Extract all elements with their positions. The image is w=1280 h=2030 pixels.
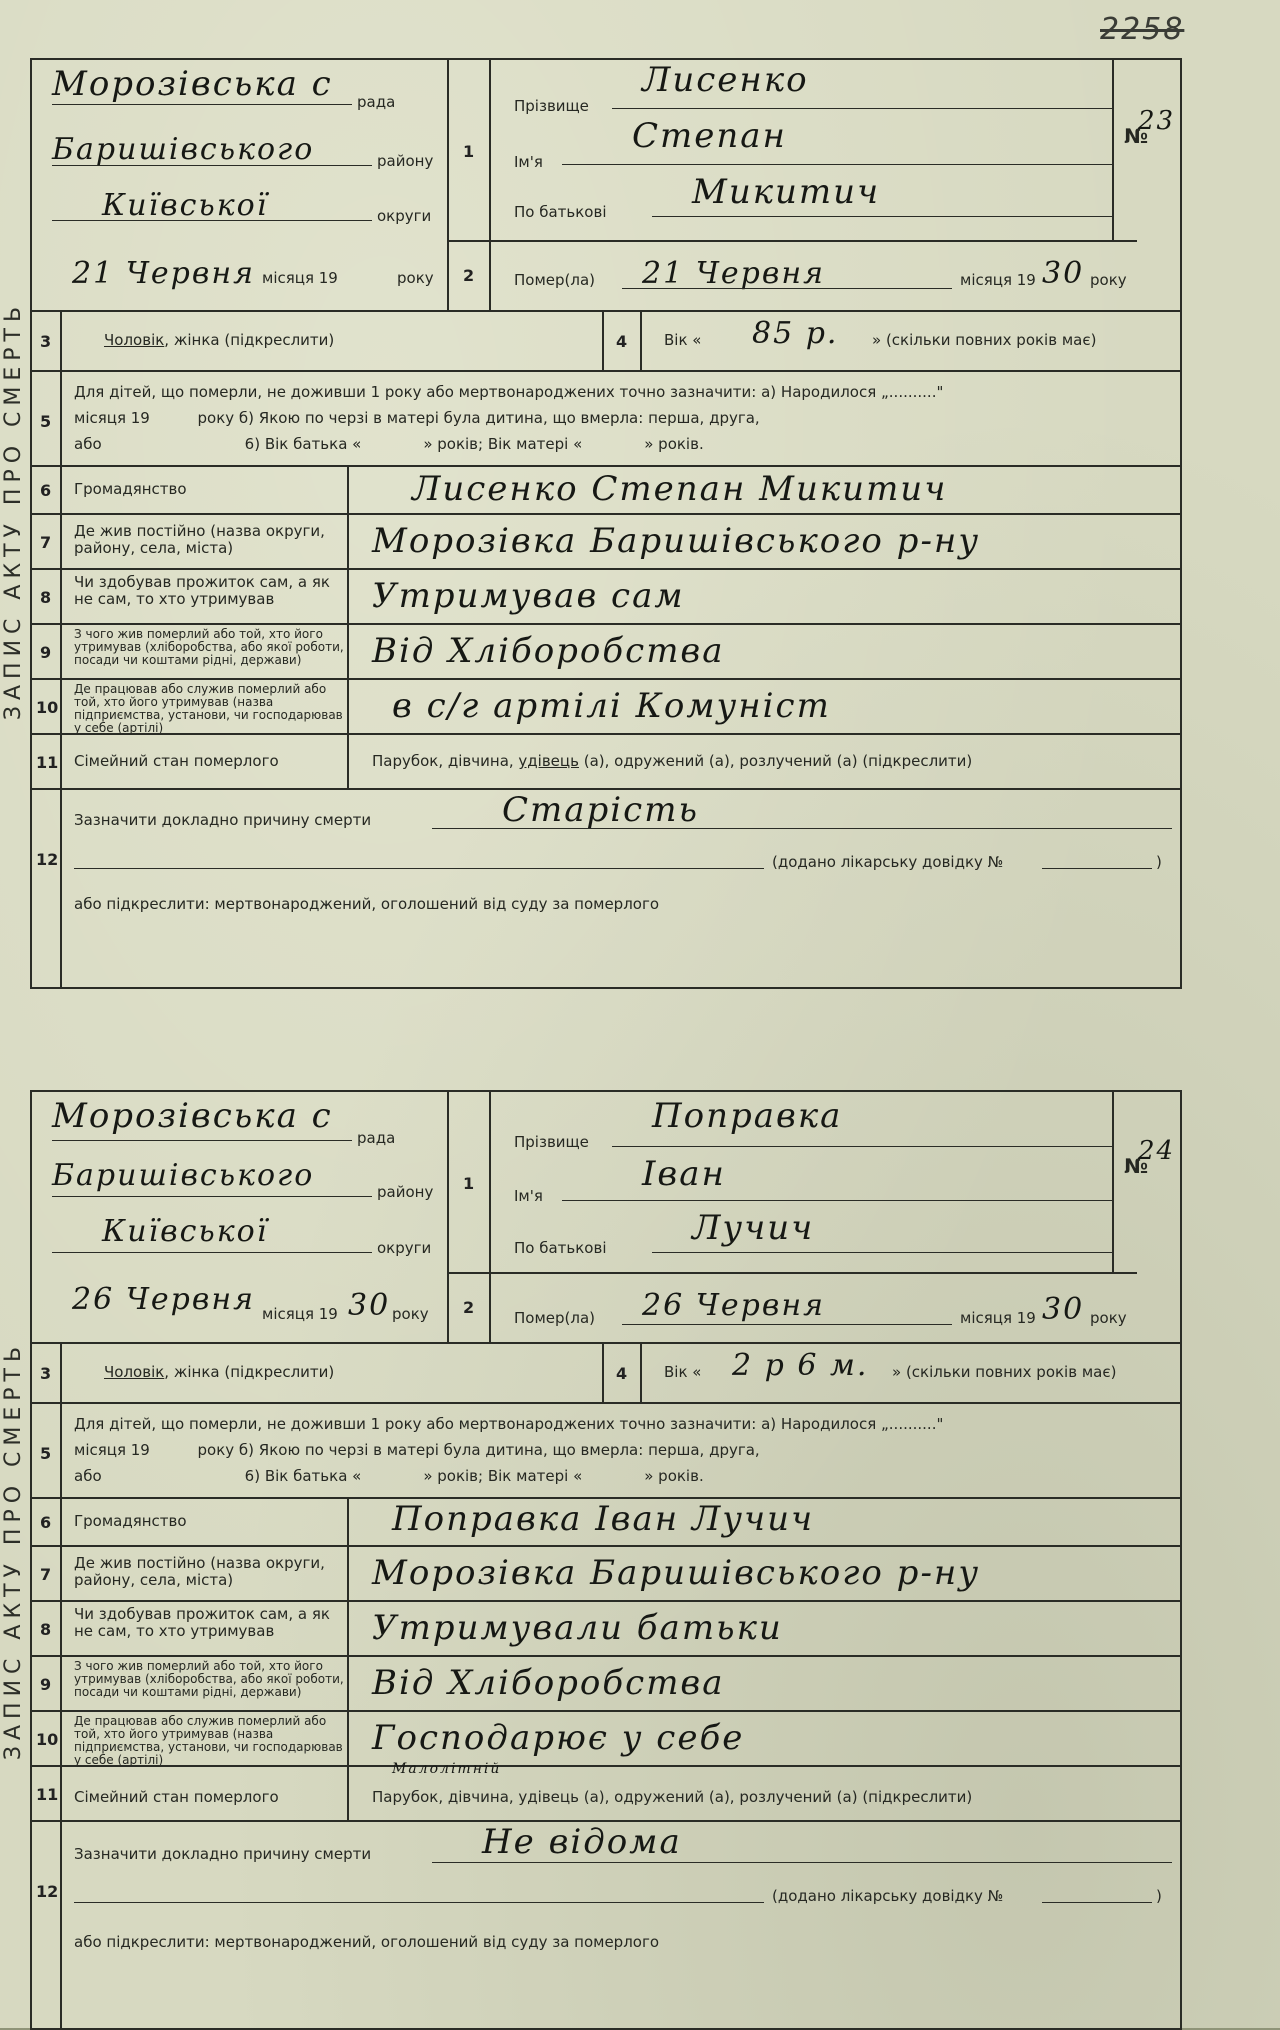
record-2-number: 24 — [1138, 1136, 1176, 1166]
record-1-row-5: 5 Для дітей, що померли, не доживши 1 року або мертвонароджених точно зазначити: а) Народилося „.........." місяця 19 року б) Якою по черзі в матері була дитина, що вмерла: перша, друга, або 6) Вік батька « » років; Вік матері « » років. — [32, 370, 1180, 467]
record-1-row-11: 11 Сімейний стан померлого Парубок, дівчина, удівець (а), одружений (а), розлучений (а) (підкреслити) — [32, 733, 1180, 790]
record-2-raion-value: Баришівського — [52, 1158, 315, 1193]
record-2-row-3: 3 Чоловік, жінка (підкреслити) 4 Вік « 2 р 6 м. » (скільки повних років має) — [32, 1342, 1180, 1404]
record-1-row-9: 9 З чого жив померлий або той, хто його утримував (хліборобства, або якої роботи, посади чи коштами рідні, держави) Від Хліборобства — [32, 623, 1180, 680]
record-1-citizenship: Лисенко Степан Микитич — [412, 469, 948, 509]
record-1-rada-value: Морозівська с — [52, 64, 333, 104]
livelihood-label: Чи здобував прожиток сам, а як не сам, то хто утримував — [74, 573, 330, 608]
record-2-patronymic: Лучич — [692, 1208, 815, 1248]
raion-label: району — [377, 152, 434, 170]
death-month-label: місяця 19 — [960, 271, 1036, 289]
record-2-reg-date: 26 Червня — [72, 1282, 255, 1317]
record-2-row-6: 6 Громадянство Поправка Іван Лучич — [32, 1497, 1180, 1547]
name-label: Ім'я — [514, 153, 543, 171]
gender-label: Чоловік, жінка (підкреслити) — [104, 331, 335, 349]
stillborn-label: або підкреслити: мертвонароджений, оголошений від суду за померлого — [74, 895, 660, 913]
record-2-age: 2 р 6 м. — [732, 1348, 869, 1383]
record-2-workplace: Господарює у себе — [372, 1718, 745, 1758]
record-1-okrug-value: Київської — [102, 188, 269, 223]
record-2-header: Морозівська с рада Баришівського району Київської округи 26 Червня місяця 19 30 року 1 2 Прізвище Поправка Ім'я Іван По батькові Лучич Помер(ла) 26 Червня місяця 19 30 року № 24 — [32, 1092, 1180, 1342]
source-label: З чого жив померлий або той, хто його утримував (хліборобства, або якої роботи, посади чи коштами рідні, держави) — [74, 627, 344, 667]
spine-label-1: ЗАПИС АКТУ ПРО СМЕРТЬ — [1, 300, 27, 720]
children-line-3: або 6) Вік батька « » років; Вік матері « » років. — [74, 435, 704, 453]
citizenship-label: Громадянство — [74, 480, 187, 498]
age-label: Вік « — [664, 331, 702, 349]
okrug-label: округи — [377, 207, 432, 225]
record-1-age: 85 р. — [752, 316, 839, 351]
record-2-okrug-value: Київської — [102, 1214, 269, 1249]
record-2-row-12: 12 Зазначити докладно причину смерти Не відома (додано лікарську довідку № ) або підкреслити: мертвонароджений, оголошений від суду за померлого — [32, 1820, 1180, 2028]
record-1-name: Степан — [632, 116, 787, 156]
record-2-rada-value: Морозівська с — [52, 1096, 333, 1136]
record-2-cause: Не відома — [482, 1822, 682, 1862]
record-1-header: Морозівська с рада Баришівського району Київської округи 21 Червня місяця 19 року 1 2 Прізвище Лисенко Ім'я Степан По батькові Микитич Помер(ла) 21 Червня місяця 19 30 року № 23 — [32, 60, 1180, 310]
death-record-2 — [30, 1090, 1182, 2030]
record-1-row-8: 8 Чи здобував прожиток сам, а як не сам, то хто утримував Утримував сам — [32, 568, 1180, 625]
cause-label: Зазначити докладно причину смерти — [74, 811, 372, 829]
death-record-1 — [30, 58, 1182, 989]
record-1-row-6: 6 Громадянство Лисенко Степан Микитич — [32, 465, 1180, 515]
children-line-2: місяця 19 року б) Якою по черзі в матері була дитина, що вмерла: перша, друга, — [74, 409, 760, 427]
record-2-death-day: 26 Червня — [642, 1288, 825, 1323]
record-1-source: Від Хліборобства — [372, 631, 725, 671]
record-1-death-day: 21 Червня — [642, 256, 825, 291]
patronymic-label: По батькові — [514, 203, 607, 221]
workplace-label: Де працював або служив померлий або той, хто його утримував (назва підприємства, установи, чи господарював у себе (артілі) — [74, 682, 343, 735]
record-2-row-10: 10 Де працював або служив померлий або той, хто його утримував (назва підприємства, установи, чи господарював у себе (артілі) Господарює у себе — [32, 1710, 1180, 1767]
record-1-residence: Морозівка Баришівського р-ну — [372, 521, 981, 561]
record-1-workplace: в с/г артілі Комуніст — [392, 686, 831, 726]
record-2-row-5: 5 Для дітей, що померли, не доживши 1 року або мертвонароджених точно зазначити: а) Народилося „.........." місяця 19 року б) Якою по черзі в матері була дитина, що вмерла: перша, друга, або 6) Вік батька « » років; Вік матері « » років. — [32, 1402, 1180, 1499]
number-label: № — [1124, 124, 1149, 148]
record-2-residence: Морозівка Баришівського р-ну — [372, 1553, 981, 1593]
record-2-row-8: 8 Чи здобував прожиток сам, а як не сам, то хто утримував Утримували батьки — [32, 1600, 1180, 1657]
record-2-reg-year: 30 — [348, 1288, 391, 1323]
spine-label-2: ЗАПИС АКТУ ПРО СМЕРТЬ — [1, 1340, 27, 1760]
record-2-citizenship: Поправка Іван Лучич — [392, 1499, 815, 1539]
record-2-row-7: 7 Де жив постійно (назва округи, району, села, міста) Морозівка Баришівського р-ну — [32, 1545, 1180, 1602]
residence-label: Де жив постійно (назва округи, району, села, міста) — [74, 522, 325, 557]
record-1-row-12: 12 Зазначити докладно причину смерти Старість (додано лікарську довідку № ) або підкреслити: мертвонароджений, оголошений від суду за померлого — [32, 788, 1180, 987]
record-1-livelihood: Утримував сам — [372, 576, 685, 616]
record-2-livelihood: Утримували батьки — [372, 1608, 783, 1648]
record-2-name: Іван — [642, 1154, 726, 1194]
record-2-surname: Поправка — [652, 1096, 843, 1136]
record-2-death-year: 30 — [1042, 1292, 1085, 1327]
record-2-marital-extra: Малолітній — [392, 1761, 502, 1777]
record-1-row-10: 10 Де працював або служив померлий або той, хто його утримував (назва підприємства, установи, чи господарював у себе (артілі) в с/г артілі Комуніст — [32, 678, 1180, 735]
record-1-number: 23 — [1138, 106, 1176, 136]
record-1-marital-options: Парубок, дівчина, удівець (а), одружений (а), розлучений (а) (підкреслити) — [372, 752, 973, 770]
record-2-row-9: 9 З чого жив померлий або той, хто його утримував (хліборобства, або якої роботи, посади чи коштами рідні, держави) Від Хліборобства — [32, 1655, 1180, 1712]
record-1-raion-value: Баришівського — [52, 132, 315, 167]
record-1-reg-date: 21 Червня — [72, 256, 255, 291]
record-1-cause: Старість — [502, 790, 699, 830]
page-number-mark: 2258 — [1100, 12, 1185, 47]
record-1-row-3: 3 Чоловік, жінка (підкреслити) 4 Вік « 85 р. » (скільки повних років має) — [32, 310, 1180, 372]
record-1-surname: Лисенко — [642, 60, 809, 100]
record-1-row-7: 7 Де жив постійно (назва округи, району, села, міста) Морозівка Баришівського р-ну — [32, 513, 1180, 570]
cert-label: (додано лікарську довідку № — [772, 853, 1004, 871]
died-label: Помер(ла) — [514, 271, 596, 289]
misiatsia-label: місяця 19 — [262, 269, 338, 287]
rada-label: рада — [357, 93, 396, 111]
record-2-source: Від Хліборобства — [372, 1663, 725, 1703]
record-2-row-11: 11 Сімейний стан померлого Малолітній Парубок, дівчина, удівець (а), одружений (а), розлучений (а) (підкреслити) — [32, 1765, 1180, 1822]
roku-label: року — [397, 269, 434, 287]
age-note: » (скільки повних років має) — [872, 331, 1097, 349]
surname-label: Прізвище — [514, 97, 589, 115]
marital-label: Сімейний стан померлого — [74, 752, 279, 770]
record-2-marital-options: Парубок, дівчина, удівець (а), одружений (а), розлучений (а) (підкреслити) — [372, 1788, 973, 1806]
record-1-patronymic: Микитич — [692, 172, 881, 212]
death-roku-label: року — [1090, 271, 1127, 289]
children-line-1: Для дітей, що померли, не доживши 1 року або мертвонароджених точно зазначити: а) Народилося „.........." — [74, 383, 944, 401]
record-1-death-year: 30 — [1042, 256, 1085, 291]
